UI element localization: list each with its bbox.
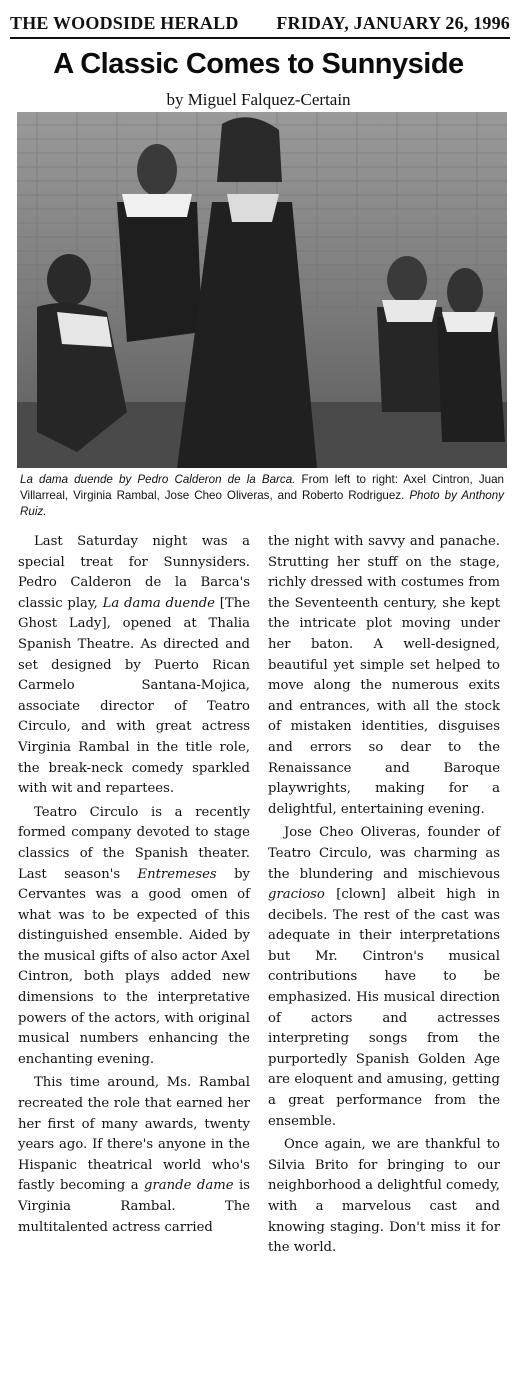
caption-text: From left to right: Axel Cintron, Juan Villarreal, Virginia Rambal, Jose Cheo Oliveras, and Roberto Rodriguez. [20,473,504,502]
paragraph-1 [18,532,250,800]
paragraph-3-text: This time around, Ms. Rambal recreated the role that earned her her first of many awards, twenty years ago. If there's anyone in the Hispanic theatrical world who's fastly becoming a [18,1075,250,1194]
paragraph-2-text-cont: by Cervantes was a good omen of what was to be expected of this distinguished ensemble. Aided by the musical gifts of also actor Axel Cintron, both plays added new dimensions to the interpretative powers of the actors, with original musical numbers enhancing the enchanting evening. [18,866,250,1067]
article-headline: A Classic Comes to Sunnyside [53,48,464,80]
article-column-left [18,532,250,1241]
issue-date: FRIDAY, JANUARY 26, 1996 [276,13,510,33]
photo-caption [20,472,504,520]
paragraph-3 [18,1073,250,1238]
grande-dame-term: grande dame [144,1178,234,1194]
paragraph-2-text: Teatro Circulo is a recently formed company devoted to stage classics of the Spanish theater. Last season's [18,804,250,882]
play-title: La dama duende [102,595,215,611]
newspaper-name: THE WOODSIDE HERALD [10,13,239,33]
article-byline: by Miguel Falquez-Certain [166,90,351,109]
paragraph-2 [18,803,250,1071]
paragraph-5-text-cont: [clown] albeit high in decibels. The rest of the cast was adequate in their interpretations but Mr. Cintron's musical contributions have to be emphasized. His musical direction of actors and actresses interpreting songs from the purportedly Spanish Golden Age are eloquent and amusing, getting a great performance from the ensemble. [268,887,500,1129]
paragraph-3-text-cont: is Virginia Rambal. The multitalented actress carried [18,1178,250,1235]
gracioso-term: gracioso [268,887,325,903]
paragraph-5 [268,823,500,1132]
paragraph-4: the night with savvy and panache. Strutting her stuff on the stage, richly dressed with costumes from the Seventeenth century, she kept the intricate plot moving under her baton. A well-designed, beautiful yet simple set helped to move along the numerous exits and entrances, with all the stock of mistaken identities, disguises and errors so dear to the Renaissance and Baroque playwrights, making for a delightful, entertaining evening. [268,534,500,817]
paragraph-1-text: Last Saturday night was a special treat for Sunnysiders. Pedro Calderon de la Barca's classic play, [18,534,250,611]
paragraph-6: Once again, we are thankful to Silvia Brito for bringing to our neighborhood a delightful comedy, with a marvelous cast and knowing staging. Don't miss it for the world. [268,1137,500,1256]
stage-photo [17,112,507,468]
caption-title: La dama duende by Pedro Calderon de la Barca. [20,473,296,486]
masthead [10,6,510,39]
photo-credit: Photo by Anthony Ruiz. [20,489,504,518]
paragraph-1-text-cont: [The Ghost Lady], opened at Thalia Spanish Theatre. As directed and set designed by Puerto Rican Carmelo Santana-Mojica, associate director of Teatro Circulo, and with great actress Virginia Rambal in the title role, the break-neck comedy sparkled with wit and repartees. [18,595,250,797]
article-column-right [268,532,500,1262]
entremeses-title: Entremeses [137,866,217,882]
stage-photo-icon [17,112,507,468]
paragraph-5-text: Jose Cheo Oliveras, founder of Teatro Circulo, was charming as the blundering and mischievous [268,825,500,882]
